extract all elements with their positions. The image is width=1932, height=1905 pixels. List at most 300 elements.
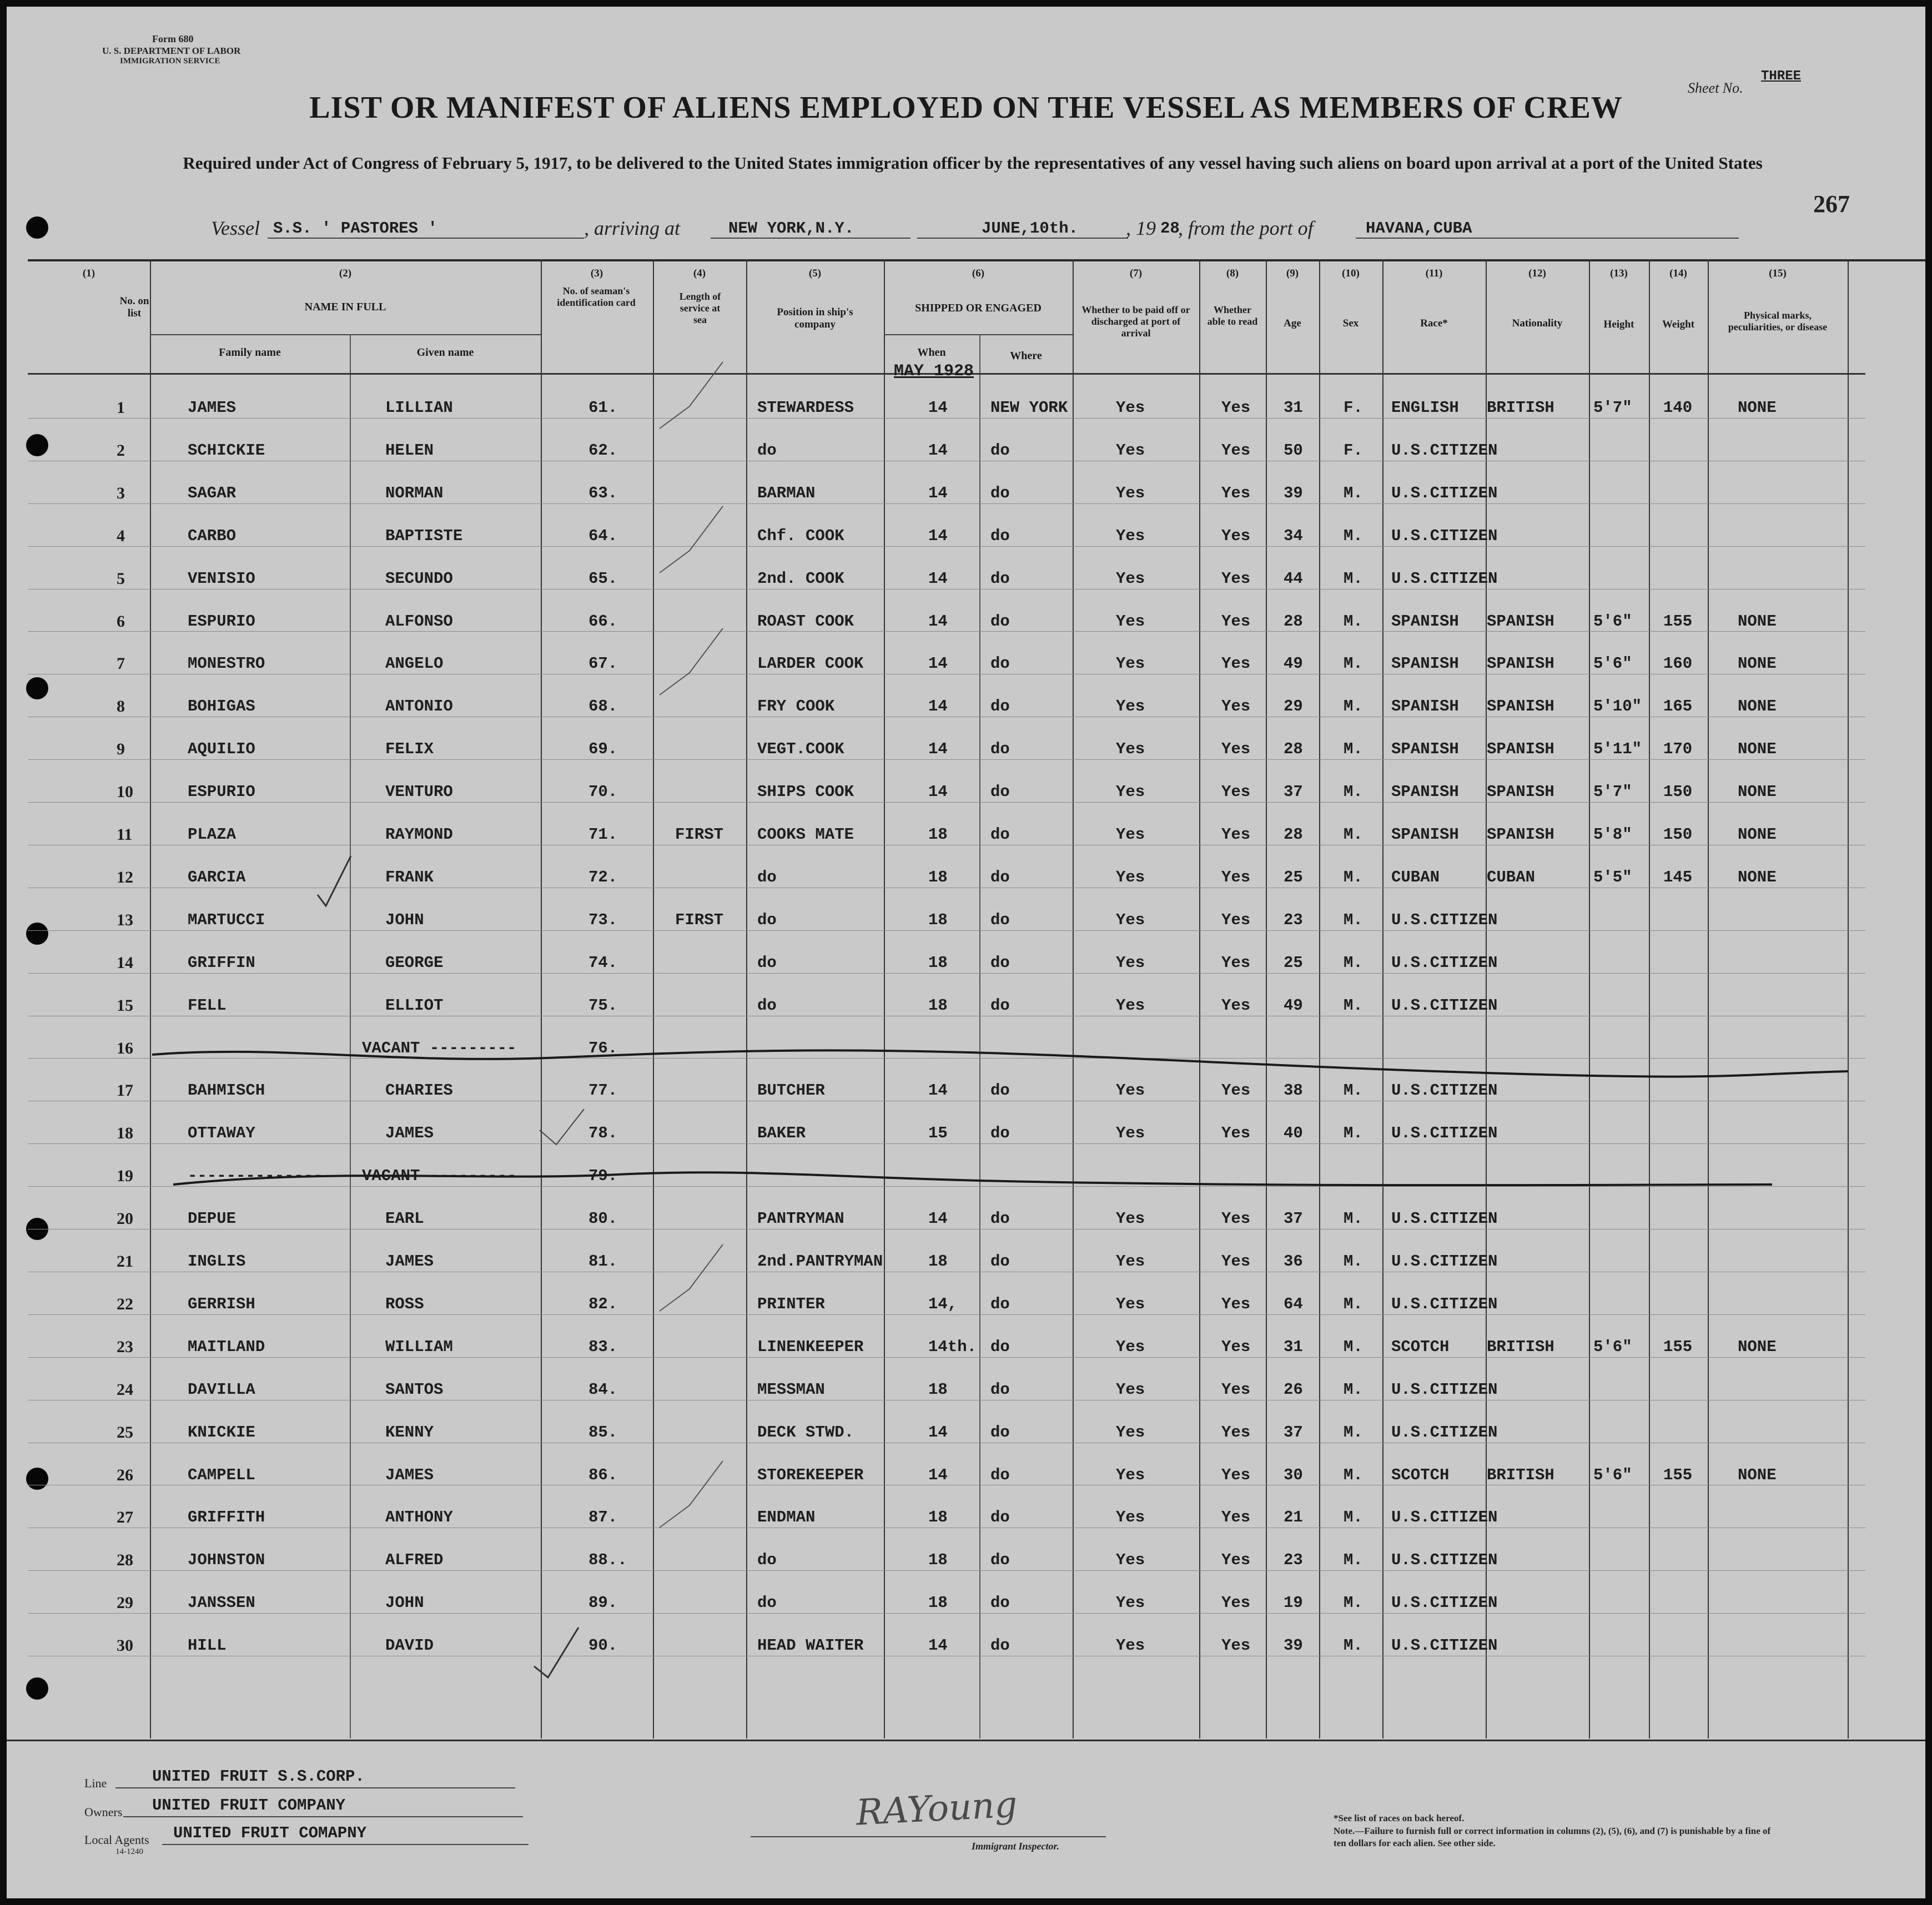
vacant-strikethrough-lines (7, 7, 1925, 1898)
cell-position: do (757, 1594, 777, 1612)
col-2-header: NAME IN FULL (304, 301, 386, 313)
cell-paid-off: Yes (1116, 569, 1145, 588)
cell-nationality: BRITISH (1487, 1337, 1554, 1356)
cell-position: PRINTER (757, 1294, 825, 1313)
cell-shipped-where: do (990, 569, 1010, 588)
cell-race: SPANISH (1391, 612, 1459, 631)
cell-given-name: ANTONIO (385, 697, 453, 716)
cell-given-name: SANTOS (385, 1380, 444, 1399)
col-11-number: (11) (1425, 268, 1443, 279)
cell-given-name: SECUNDO (385, 569, 453, 588)
cell-position: SHIPS COOK (757, 783, 854, 802)
cell-paid-off: Yes (1116, 1380, 1145, 1399)
cell-shipped-where: do (990, 1124, 1010, 1143)
cell-shipped-where: do (990, 1594, 1010, 1612)
cell-given-name: JAMES (385, 1465, 434, 1484)
cell-given-name: ANGELO (385, 654, 444, 673)
cell-age: 44 (1284, 569, 1303, 588)
cell-race: U.S.CITIZEN (1391, 1380, 1498, 1399)
cell-card-number: 65. (588, 569, 618, 588)
cell-card-number: 70. (588, 783, 618, 802)
owners-label: Owners (84, 1805, 123, 1819)
cell-row-number: 23 (117, 1337, 133, 1356)
cell-shipped-where: do (990, 825, 1010, 844)
cell-shipped-where: do (990, 1209, 1010, 1228)
cell-race: U.S.CITIZEN (1391, 441, 1498, 460)
year-value: 28 (1160, 219, 1180, 238)
cell-paid-off: Yes (1116, 996, 1145, 1015)
cell-card-number: 77. (588, 1081, 618, 1100)
cell-paid-off: Yes (1116, 1508, 1145, 1527)
col-10-header: Sex (1342, 318, 1359, 329)
owners-value: UNITED FRUIT COMPANY (152, 1796, 346, 1815)
cell-height: 5'6" (1593, 1337, 1632, 1356)
cell-card-number: 87. (588, 1508, 618, 1527)
cell-age: 25 (1284, 868, 1303, 886)
cell-row-number: 7 (117, 654, 125, 673)
col-13-number: (13) (1610, 268, 1628, 279)
cell-position: HEAD WAITER (757, 1636, 864, 1655)
cell-position: BAKER (757, 1124, 806, 1143)
cell-row-number: 9 (117, 740, 125, 759)
cell-age: 38 (1284, 1081, 1303, 1100)
cell-position: LARDER COOK (757, 654, 864, 673)
cell-race: ENGLISH (1391, 399, 1459, 417)
cell-able-to-read: Yes (1221, 1423, 1251, 1442)
col-2b-header: Given name (416, 346, 474, 359)
col-5-header: Position in ship's company (777, 306, 853, 330)
cell-age: 39 (1284, 1636, 1303, 1655)
cell-shipped-where: do (990, 1081, 1010, 1100)
col-6-number: (6) (972, 268, 985, 279)
cell-shipped-where: do (990, 1551, 1010, 1570)
cell-position: PANTRYMAN (757, 1209, 844, 1228)
cell-able-to-read: Yes (1221, 1294, 1251, 1313)
cell-family-name: FELL (188, 996, 227, 1015)
cell-given-name: ALFRED (385, 1551, 444, 1570)
department-label: U. S. DEPARTMENT OF LABOR (102, 46, 241, 56)
col-15-header: Physical marks, peculiarities, or disease (1728, 310, 1828, 332)
cell-sex: M. (1344, 612, 1363, 631)
cell-shipped-when: 18 (928, 1380, 948, 1399)
cell-sex: M. (1344, 1294, 1363, 1313)
cell-nationality: BRITISH (1487, 1465, 1554, 1484)
cell-position: 2nd. COOK (757, 569, 844, 588)
cell-sex: M. (1344, 953, 1363, 972)
cell-race: SPANISH (1391, 654, 1459, 673)
cell-able-to-read: Yes (1221, 996, 1251, 1015)
cell-nationality: SPANISH (1487, 612, 1554, 631)
cell-sex: M. (1344, 1636, 1363, 1655)
cell-card-number: 62. (588, 441, 618, 460)
cell-position: do (757, 996, 777, 1015)
cell-physical-marks: NONE (1738, 697, 1777, 716)
cell-paid-off: Yes (1116, 441, 1145, 460)
cell-race: SCOTCH (1391, 1465, 1450, 1484)
cell-paid-off: Yes (1116, 1337, 1145, 1356)
cell-shipped-when: 14 (928, 1465, 948, 1484)
col-6-header: SHIPPED OR ENGAGED (915, 302, 1042, 314)
cell-family-name: AQUILIO (188, 740, 255, 759)
sheet-label: Sheet No. (1688, 80, 1743, 96)
cell-shipped-when: 18 (928, 1252, 948, 1271)
cell-height: 5'7" (1593, 399, 1632, 417)
cell-weight: 140 (1663, 399, 1693, 417)
cell-service-length: FIRST (675, 910, 724, 929)
cell-given-name: ANTHONY (385, 1508, 453, 1527)
cell-card-number: 79. (588, 1167, 618, 1186)
cell-sex: M. (1344, 825, 1363, 844)
cell-family-name: PLAZA (188, 825, 237, 844)
cell-shipped-when: 15 (928, 1124, 948, 1143)
cell-sex: M. (1344, 654, 1363, 673)
cell-race: U.S.CITIZEN (1391, 953, 1498, 972)
cell-shipped-where: do (990, 996, 1010, 1015)
cell-shipped-where: do (990, 910, 1010, 929)
cell-sex: M. (1344, 569, 1363, 588)
inspector-signature: RAYoung (855, 1784, 1019, 1834)
cell-race: U.S.CITIZEN (1391, 1209, 1498, 1228)
cell-position: FRY COOK (757, 697, 835, 716)
cell-able-to-read: Yes (1221, 1209, 1251, 1228)
cell-shipped-when: 14 (928, 526, 948, 545)
cell-sex: M. (1344, 1081, 1363, 1100)
col-12-number: (12) (1528, 268, 1546, 279)
cell-paid-off: Yes (1116, 1252, 1145, 1271)
col-9-header: Age (1284, 318, 1301, 329)
cell-row-number: 2 (117, 441, 125, 460)
cell-sex: M. (1344, 483, 1363, 502)
cell-able-to-read: Yes (1221, 868, 1251, 886)
cell-family-name: DAVILLA (188, 1380, 255, 1399)
cell-nationality: SPANISH (1487, 697, 1554, 716)
cell-card-number: 74. (588, 953, 618, 972)
cell-family-name: CARBO (188, 526, 237, 545)
cell-weight: 150 (1663, 825, 1693, 844)
cell-shipped-where: do (990, 953, 1010, 972)
cell-able-to-read: Yes (1221, 569, 1251, 588)
vessel-value: S.S. ' PASTORES ' (273, 219, 437, 238)
cell-row-number: 16 (117, 1039, 133, 1057)
cell-shipped-where: do (990, 740, 1010, 759)
shipped-when-value: MAY 1928 (894, 362, 974, 381)
cell-weight: 155 (1663, 1337, 1693, 1356)
col-10-number: (10) (1342, 268, 1360, 279)
cell-shipped-when: 18 (928, 996, 948, 1015)
cell-able-to-read: Yes (1221, 483, 1251, 502)
col-12-header: Nationality (1512, 318, 1563, 329)
cell-race: U.S.CITIZEN (1391, 483, 1498, 502)
cell-age: 26 (1284, 1380, 1303, 1399)
cell-position: do (757, 868, 777, 886)
cell-paid-off: Yes (1116, 483, 1145, 502)
cell-row-number: 10 (117, 783, 133, 802)
cell-given-name: NORMAN (385, 483, 444, 502)
agents-label: Local Agents (84, 1833, 149, 1847)
cell-paid-off: Yes (1116, 526, 1145, 545)
cell-card-number: 73. (588, 910, 618, 929)
year-prefix: , 19 (1126, 217, 1156, 239)
cell-race: SCOTCH (1391, 1337, 1450, 1356)
cell-race: U.S.CITIZEN (1391, 1423, 1498, 1442)
cell-shipped-when: 18 (928, 825, 948, 844)
cell-weight: 170 (1663, 740, 1693, 759)
cell-shipped-where: do (990, 654, 1010, 673)
col-6b-header: Where (1010, 350, 1042, 362)
cell-shipped-where: NEW YORK (990, 399, 1068, 417)
page-number: 267 (1813, 190, 1850, 218)
cell-shipped-where: do (990, 483, 1010, 502)
cell-height: 5'6" (1593, 1465, 1632, 1484)
cell-paid-off: Yes (1116, 740, 1145, 759)
cell-card-number: 85. (588, 1423, 618, 1442)
cell-position: Chf. COOK (757, 526, 844, 545)
cell-shipped-when: 14 (928, 783, 948, 802)
cell-row-number: 30 (117, 1636, 133, 1655)
cell-shipped-where: do (990, 1337, 1010, 1356)
cell-age: 23 (1284, 910, 1303, 929)
cell-able-to-read: Yes (1221, 1594, 1251, 1612)
col-3-number: (3) (590, 268, 603, 279)
cell-age: 39 (1284, 483, 1303, 502)
cell-family-name: BOHIGAS (188, 697, 255, 716)
cell-paid-off: Yes (1116, 1124, 1145, 1143)
col-4-header: Length of service at sea (679, 291, 721, 325)
cell-given-name: FRANK (385, 868, 434, 886)
cell-paid-off: Yes (1116, 783, 1145, 802)
cell-given-name: CHARIES (385, 1081, 453, 1100)
cell-card-number: 88.. (588, 1551, 627, 1570)
cell-card-number: 80. (588, 1209, 618, 1228)
cell-family-name: CAMPELL (188, 1465, 255, 1484)
cell-shipped-when: 18 (928, 868, 948, 886)
cell-family-name: KNICKIE (188, 1423, 255, 1442)
cell-weight: 155 (1663, 612, 1693, 631)
cell-age: 28 (1284, 612, 1303, 631)
cell-family-name: MARTUCCI (188, 910, 265, 929)
vessel-label: Vessel (211, 217, 260, 239)
cell-physical-marks: NONE (1738, 1465, 1777, 1484)
cell-shipped-where: do (990, 1636, 1010, 1655)
cell-height: 5'5" (1593, 868, 1632, 886)
cell-position: STOREKEEPER (757, 1465, 864, 1484)
cell-shipped-when: 18 (928, 1594, 948, 1612)
cell-family-name: JOHNSTON (188, 1551, 265, 1570)
cell-race: SPANISH (1391, 697, 1459, 716)
cell-paid-off: Yes (1116, 953, 1145, 972)
cell-able-to-read: Yes (1221, 612, 1251, 631)
cell-weight: 145 (1663, 868, 1693, 886)
cell-position: BARMAN (757, 483, 816, 502)
cell-sex: M. (1344, 1594, 1363, 1612)
manifest-sheet (7, 7, 1925, 1898)
cell-card-number: 63. (588, 483, 618, 502)
cell-able-to-read: Yes (1221, 1081, 1251, 1100)
cell-shipped-when: 14 (928, 569, 948, 588)
sheet-value: THREE (1761, 69, 1802, 84)
cell-shipped-where: do (990, 697, 1010, 716)
cell-shipped-where: do (990, 783, 1010, 802)
cell-given-name: VENTURO (385, 783, 453, 802)
cell-row-number: 29 (117, 1594, 133, 1612)
form-number: Form 680 (152, 33, 194, 44)
cell-race: SPANISH (1391, 825, 1459, 844)
cell-shipped-when: 14 (928, 1423, 948, 1442)
cell-sex: F. (1344, 399, 1363, 417)
col-7-header: Whether to be paid off or discharged at port of arrival (1081, 304, 1190, 339)
cell-paid-off: Yes (1116, 825, 1145, 844)
cell-race: U.S.CITIZEN (1391, 1294, 1498, 1313)
cell-age: 19 (1284, 1594, 1303, 1612)
cell-family-name: ESPURIO (188, 783, 255, 802)
cell-physical-marks: NONE (1738, 740, 1777, 759)
cell-given-name: JOHN (385, 910, 424, 929)
col-1-header: No. on list (119, 295, 149, 319)
cell-race: U.S.CITIZEN (1391, 1252, 1498, 1271)
cell-paid-off: Yes (1116, 910, 1145, 929)
cell-position: DECK STWD. (757, 1423, 854, 1442)
cell-row-number: 17 (117, 1081, 133, 1100)
cell-card-number: 64. (588, 526, 618, 545)
cell-given-name: ELLIOT (385, 996, 444, 1015)
cell-sex: M. (1344, 740, 1363, 759)
cell-shipped-when: 18 (928, 1551, 948, 1570)
cell-race: U.S.CITIZEN (1391, 910, 1498, 929)
service-label: IMMIGRATION SERVICE (120, 57, 220, 65)
cell-family-name: GARCIA (188, 868, 246, 886)
cell-shipped-when: 14 (928, 654, 948, 673)
cell-able-to-read: Yes (1221, 953, 1251, 972)
cell-shipped-where: do (990, 441, 1010, 460)
cell-race: U.S.CITIZEN (1391, 1551, 1498, 1570)
cell-race: U.S.CITIZEN (1391, 1594, 1498, 1612)
cell-shipped-when: 14 (928, 1081, 948, 1100)
cell-given-name: KENNY (385, 1423, 434, 1442)
cell-sex: M. (1344, 1124, 1363, 1143)
cell-given-name: JAMES (385, 1252, 434, 1271)
cell-paid-off: Yes (1116, 1594, 1145, 1612)
cell-row-number: 4 (117, 526, 125, 545)
cell-position: MESSMAN (757, 1380, 825, 1399)
cell-position: COOKS MATE (757, 825, 854, 844)
cell-position: do (757, 910, 777, 929)
cell-sex: M. (1344, 526, 1363, 545)
cell-position: LINENKEEPER (757, 1337, 864, 1356)
cell-weight: 155 (1663, 1465, 1693, 1484)
cell-position: ROAST COOK (757, 612, 854, 631)
cell-card-number: 90. (588, 1636, 618, 1655)
cell-family-name: HILL (188, 1636, 227, 1655)
cell-paid-off: Yes (1116, 1423, 1145, 1442)
col-2a-header: Family name (219, 346, 281, 359)
cell-physical-marks: NONE (1738, 868, 1777, 886)
cell-sex: M. (1344, 1423, 1363, 1442)
cell-able-to-read: Yes (1221, 1551, 1251, 1570)
cell-card-number: 82. (588, 1294, 618, 1313)
col-8-header: Whether able to read (1207, 304, 1258, 327)
cell-shipped-when: 14 (928, 740, 948, 759)
cell-nationality: SPANISH (1487, 740, 1554, 759)
cell-age: 50 (1284, 441, 1303, 460)
cell-row-number: 28 (117, 1551, 133, 1570)
cell-shipped-where: do (990, 526, 1010, 545)
cell-able-to-read: Yes (1221, 1380, 1251, 1399)
cell-paid-off: Yes (1116, 697, 1145, 716)
cell-family-name: BAHMISCH (188, 1081, 265, 1100)
cell-position: ENDMAN (757, 1508, 816, 1527)
cell-height: 5'7" (1593, 783, 1632, 802)
cell-shipped-where: do (990, 1252, 1010, 1271)
cell-sex: M. (1344, 697, 1363, 716)
cell-sex: M. (1344, 868, 1363, 886)
cell-able-to-read: Yes (1221, 1465, 1251, 1484)
cell-able-to-read: Yes (1221, 1252, 1251, 1271)
cell-sex: M. (1344, 1337, 1363, 1356)
col-4-number: (4) (693, 268, 706, 279)
col-15-number: (15) (1769, 268, 1787, 279)
cell-age: 40 (1284, 1124, 1303, 1143)
agents-value: UNITED FRUIT COMAPNY (173, 1824, 367, 1842)
cell-card-number: 61. (588, 399, 618, 417)
cell-race: U.S.CITIZEN (1391, 569, 1498, 588)
cell-able-to-read: Yes (1221, 399, 1251, 417)
cell-weight: 165 (1663, 697, 1693, 716)
cell-family-name: GRIFFIN (188, 953, 255, 972)
cell-service-length: FIRST (675, 825, 724, 844)
cell-race: CUBAN (1391, 868, 1440, 886)
cell-paid-off: Yes (1116, 1551, 1145, 1570)
cell-age: 37 (1284, 783, 1303, 802)
cell-paid-off: Yes (1116, 399, 1145, 417)
col-11-header: Race* (1420, 318, 1448, 329)
cell-card-number: 69. (588, 740, 618, 759)
cell-age: 64 (1284, 1294, 1303, 1313)
cell-race: SPANISH (1391, 740, 1459, 759)
cell-card-number: 78. (588, 1124, 618, 1143)
col-2-number: (2) (339, 268, 352, 279)
cell-row-number: 26 (117, 1465, 133, 1484)
cell-shipped-when: 14 (928, 399, 948, 417)
cell-card-number: 86. (588, 1465, 618, 1484)
cell-physical-marks: NONE (1738, 783, 1777, 802)
cell-row-number: 25 (117, 1423, 133, 1442)
cell-shipped-where: do (990, 1465, 1010, 1484)
cell-height: 5'11" (1593, 740, 1642, 759)
cell-sex: M. (1344, 1551, 1363, 1570)
inspector-label: Immigrant Inspector. (972, 1841, 1060, 1852)
cell-paid-off: Yes (1116, 1636, 1145, 1655)
cell-physical-marks: NONE (1738, 825, 1777, 844)
cell-card-number: 66. (588, 612, 618, 631)
cell-given-name: HELEN (385, 441, 434, 460)
cell-row-number: 27 (117, 1508, 133, 1527)
cell-age: 23 (1284, 1551, 1303, 1570)
cell-row-number: 19 (117, 1167, 133, 1186)
cell-height: 5'6" (1593, 654, 1632, 673)
cell-position: do (757, 953, 777, 972)
cell-family-name: VENISIO (188, 569, 255, 588)
cell-family-name: DEPUE (188, 1209, 237, 1228)
cell-shipped-when: 14 (928, 697, 948, 716)
cell-family-name: MAITLAND (188, 1337, 265, 1356)
col-6a-header: When (917, 346, 946, 359)
cell-age: 37 (1284, 1423, 1303, 1442)
cell-sex: M. (1344, 1380, 1363, 1399)
cell-row-number: 22 (117, 1294, 133, 1313)
cell-card-number: 83. (588, 1337, 618, 1356)
cell-shipped-when: 14 (928, 483, 948, 502)
cell-given-name: VACANT --------- (362, 1039, 517, 1057)
